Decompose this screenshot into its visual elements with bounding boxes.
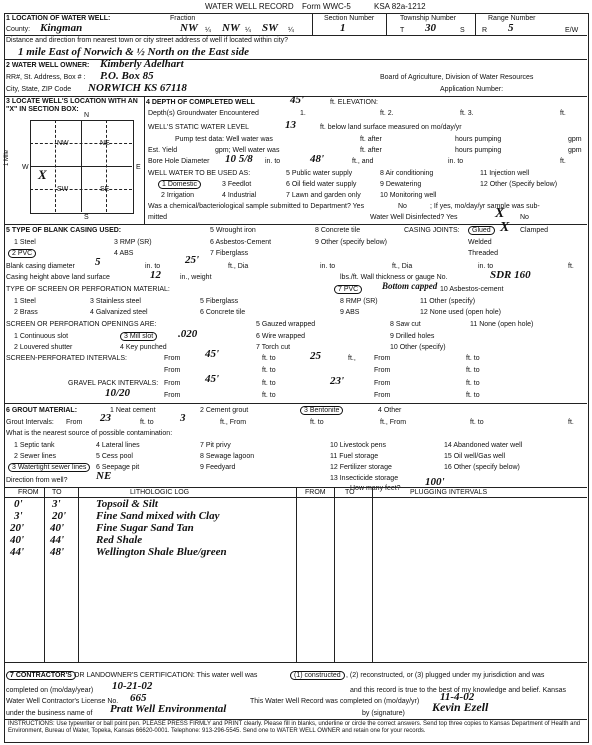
slot-value: .020	[178, 328, 198, 340]
opening-saw-cut: 8 Saw cut	[390, 321, 421, 328]
depth-value: 45'	[290, 94, 305, 106]
grout-ft-from: ft., From	[220, 419, 247, 426]
diameter-label: Blank casing diameter	[6, 263, 75, 270]
grout-ft-to: ft. to	[140, 419, 154, 426]
bore-value: 10 5/8	[225, 153, 253, 165]
screen-stainless: 3 Stainless steel	[90, 298, 141, 305]
log-row-3-to: 44'	[50, 534, 65, 546]
cert-text-2: , (2) reconstructed, or (3) plugged under my jurisdiction and was	[346, 672, 545, 679]
casing-ft-dia: ft., Dia	[228, 263, 249, 270]
ft-elevation: ft. ELEVATION:	[330, 99, 378, 106]
pump-after: ft. after	[360, 136, 382, 143]
section-5-label: 5 TYPE OF BLANK CASING USED:	[6, 227, 122, 234]
log-row-1-desc: Fine Sand mixed with Clay	[96, 510, 220, 522]
grout-ft-from-2: ft., From	[380, 419, 407, 426]
casing-concrete-tile: 8 Concrete tile	[315, 227, 361, 234]
perf-ft-to-2: ft. to	[466, 355, 480, 362]
section-number-value: 1	[340, 22, 346, 34]
range-r: R	[482, 27, 488, 34]
screen-abs: 9 ABS	[340, 309, 360, 316]
use-lawn-garden: 7 Lawn and garden only	[286, 192, 361, 199]
contam-pit-privy: 7 Pit privy	[200, 442, 231, 449]
log-row-3-desc: Red Shale	[96, 534, 143, 546]
completed-label: completed on (mo/day/year)	[6, 687, 94, 694]
diameter-value: 5	[95, 256, 101, 268]
perf-ft-to: ft. to	[262, 355, 276, 362]
opening-none: 11 None (open hole)	[470, 321, 534, 328]
perf-to-value: 25	[310, 350, 321, 362]
direction-label: Direction from well?	[6, 477, 68, 484]
perf-from-label-4: From	[374, 367, 391, 374]
gravel-label: GRAVEL PACK INTERVALS:	[68, 380, 159, 387]
opening-torch-cut: 7 Torch cut	[256, 344, 291, 351]
log-row-0-desc: Topsoil & Silt	[96, 498, 158, 510]
range-value: 5	[508, 22, 514, 34]
log-from-header: FROM	[18, 489, 39, 496]
contam-watertight: 3 Watertight sewer lines	[8, 463, 90, 472]
grout-neat-cement: 1 Neat cement	[110, 407, 156, 414]
contam-sewage-lagoon: 8 Sewage lagoon	[200, 453, 255, 460]
completed-value: 10-21-02	[112, 680, 153, 692]
height-value: 12	[150, 269, 161, 281]
log-row-4-to: 48'	[50, 546, 65, 558]
joints-welded: Welded	[468, 239, 492, 246]
gw-3: ft. 3.	[460, 110, 474, 117]
use-oil-field: 6 Oil field water supply	[286, 181, 357, 188]
use-injection-well: 11 Injection well	[480, 170, 530, 177]
completed2-value: 11-4-02	[440, 691, 475, 703]
contam-lateral: 4 Lateral lines	[96, 442, 140, 449]
contam-fuel: 11 Fuel storage	[330, 453, 379, 460]
height-label: Casing height above land surface	[6, 274, 110, 281]
opening-key-punched: 4 Key punched	[120, 344, 167, 351]
grout-ft-end: ft.	[568, 419, 574, 426]
distance-label: Distance and direction from nearest town or city street address of well if located within city?	[6, 37, 289, 44]
log-row-0-to: 3'	[52, 498, 61, 510]
compass-n: N	[84, 112, 90, 119]
perf-from-label-3: From	[164, 367, 181, 374]
screen-none: 12 None used (open hole)	[420, 309, 501, 316]
gpm-1: gpm	[568, 136, 582, 143]
bore-to-value: 48'	[310, 153, 325, 165]
screen-type-label: TYPE OF SCREEN OR PERFORATION MATERIAL:	[6, 286, 170, 293]
cert-text-1: OR LANDOWNER'S CERTIFICATION: This water well was	[74, 672, 258, 679]
grout-bentonite: 3 Bentonite	[300, 406, 343, 415]
casing-steel: 1 Steel	[14, 239, 36, 246]
use-feedlot: 3 Feedlot	[222, 181, 252, 188]
business-value: Pratt Well Environmental	[110, 703, 227, 715]
address-label: RR#, St. Address, Box # :	[6, 74, 86, 81]
opening-drilled: 9 Drilled holes	[390, 333, 435, 340]
gpm-2: gpm	[568, 147, 582, 154]
casing-other: 9 Other (specify below)	[315, 239, 387, 246]
grout-to-value: 3	[180, 412, 186, 424]
joints-clamped: Clamped	[520, 227, 549, 234]
log-row-2-from: 20'	[10, 522, 25, 534]
owner-name: Kimberly Adelhart	[100, 58, 184, 70]
casing-wrought-iron: 5 Wrought iron	[210, 227, 256, 234]
compass-s: S	[84, 214, 89, 221]
gw-1: 1.	[300, 110, 306, 117]
grout-from-label: From	[66, 419, 83, 426]
signature: Kevin Ezell	[432, 700, 489, 714]
casing-in-to-3: in. to	[478, 263, 494, 270]
perf-label: SCREEN-PERFORATED INTERVALS:	[6, 355, 127, 362]
contam-insecticide: 13 Insecticide storage	[330, 475, 399, 482]
contam-other: 16 Other (specify below)	[444, 464, 520, 471]
log-row-4-from: 44'	[10, 546, 25, 558]
section-6-label: 6 GROUT MATERIAL:	[6, 407, 78, 414]
casing-pvc: 2 PVC	[8, 249, 36, 258]
casing-rmp: 3 RMP (SR)	[114, 239, 152, 246]
casing-abs: 4 ABS	[114, 250, 134, 257]
log-row-1-from: 3'	[14, 510, 23, 522]
screen-rmp: 8 RMP (SR)	[340, 298, 378, 305]
township-value: 30	[425, 22, 436, 34]
contam-livestock: 10 Livestock pens	[330, 442, 387, 449]
perf-ft-to-4: ft. to	[466, 367, 480, 374]
mile-label: 1 Mile	[4, 150, 10, 167]
lbs-ft: lbs./ft. Wall thickness or gauge No.	[340, 274, 448, 281]
contam-feedyard: 9 Feedyard	[200, 464, 236, 471]
bact-no: No	[398, 203, 407, 210]
log-row-4-desc: Wellington Shale Blue/green	[96, 546, 227, 558]
compass-e: E	[136, 164, 141, 171]
quarter-mark-c: ¼	[288, 27, 294, 34]
township-s: S	[460, 27, 465, 34]
grout-intervals-label: Grout Intervals:	[6, 419, 54, 426]
joints-mark: X	[500, 220, 510, 235]
use-irrigation: 2 Irrigation	[161, 192, 195, 199]
height-rest: in., weight	[180, 274, 212, 281]
plug-to-header: TO	[345, 489, 355, 496]
groundwater-label: Depth(s) Groundwater Encountered	[148, 110, 259, 117]
quarter-mark-b: ¼	[245, 27, 251, 34]
fraction-a: NW	[180, 22, 198, 34]
bore-in-to: in. to	[265, 158, 281, 165]
contam-seepage: 6 Seepage pit	[96, 464, 140, 471]
owner-address: P.O. Box 85	[100, 70, 154, 82]
hours-pumping: hours pumping	[455, 136, 502, 143]
grout-ft-to-2: ft. to	[310, 419, 324, 426]
screen-asbestos: 10 Asbestos-cement	[440, 286, 504, 293]
plugging-header: PLUGGING INTERVALS	[410, 489, 488, 496]
gravel-from-label-2: From	[374, 380, 391, 387]
section-3-label: 3 LOCATE WELL'S LOCATION WITH AN "X" IN SECTION BOX:	[6, 98, 138, 113]
contam-abandoned: 14 Abandoned water well	[444, 442, 523, 449]
casing-in-to: in. to	[145, 263, 161, 270]
grout-from-value: 23	[100, 412, 111, 424]
use-public-water: 5 Public water supply	[286, 170, 353, 177]
quad-sw: SW	[57, 186, 69, 193]
bact-mitted: mitted	[148, 214, 168, 221]
yield-gpm: gpm; Well water was	[215, 147, 280, 154]
contam-cess-pool: 5 Cess pool	[96, 453, 133, 460]
screen-pvc: 7 PVC	[334, 285, 362, 294]
quarter-mark-a: ¼	[205, 27, 211, 34]
gravel-from-label-4: From	[374, 392, 391, 399]
yield-after: ft. after	[360, 147, 382, 154]
perf-from-value: 45'	[205, 348, 220, 360]
license-label: Water Well Contractor's License No.	[6, 698, 119, 705]
grout-ft-to-3: ft. to	[470, 419, 484, 426]
section-number-label: Section Number	[324, 15, 375, 22]
static-label: WELL'S STATIC WATER LEVEL	[148, 124, 250, 131]
owner-city: NORWICH KS 67118	[88, 82, 187, 94]
casing-fiberglass: 7 Fiberglass	[210, 250, 249, 257]
bore-ft-2: ft.	[560, 158, 566, 165]
screen-brass: 2 Brass	[14, 309, 38, 316]
bore-label: Bore Hole Diameter	[148, 158, 210, 165]
yield-hours: hours pumping	[455, 147, 502, 154]
instructions-text: INSTRUCTIONS: Use typewriter or ball point pen. PLEASE PRESS FIRMLY and PRINT clearly. Please fill in blanks, underline or circle the correct answers. Send top three copies to Kansas Department of Health and Environment, Bureau of Water, Topeka, Kansas 66620-0001. Telephone: 913-296-5545. Send one to WATER WELL OWNER and retain one for your records.	[8, 721, 581, 734]
use-label: WELL WATER TO BE USED AS:	[148, 170, 251, 177]
gw-2: ft. 2.	[380, 110, 394, 117]
casing-to-value: 25'	[185, 254, 200, 266]
township-label: Township Number	[400, 15, 457, 22]
gravel-ft-to-3: ft. to	[262, 392, 276, 399]
gravel-ft-to-2: ft. to	[466, 380, 480, 387]
howmany-value: 100'	[425, 476, 445, 488]
gravel-from-label-3: From	[164, 392, 181, 399]
distance-value: 1 mile East of Norwich & ½ North on the East side	[18, 46, 250, 58]
casing-joints-label: CASING JOINTS:	[404, 227, 460, 234]
perf-from-label-2: From	[374, 355, 391, 362]
direction-value: NE	[96, 470, 112, 482]
range-ew: E/W	[565, 27, 579, 34]
screen-galvanized: 4 Galvanized steel	[90, 309, 148, 316]
gw-end: ft.	[560, 110, 566, 117]
fraction-c: SW	[262, 22, 278, 34]
screen-fiberglass: 5 Fiberglass	[200, 298, 239, 305]
casing-in-to-2: in. to	[320, 263, 336, 270]
cert-constructed: (1) constructed	[290, 671, 345, 680]
openings-label: SCREEN OR PERFORATION OPENINGS ARE:	[6, 321, 157, 328]
log-row-2-desc: Fine Sugar Sand Tan	[96, 522, 194, 534]
by-signature-label: by (signature)	[362, 710, 405, 717]
use-air-conditioning: 8 Air conditioning	[380, 170, 434, 177]
board-text: Board of Agriculture, Division of Water Resources	[380, 74, 534, 81]
cert-true-text: and this record is true to the best of my knowledge and belief. Kansas	[350, 687, 566, 694]
howmany-label: How many feet?	[350, 485, 401, 492]
well-x-mark: X	[38, 167, 47, 182]
gravel-ft-to: ft. to	[262, 380, 276, 387]
gravel-to-value: 23'	[330, 375, 345, 387]
disinfected-mark: X	[495, 206, 505, 221]
use-other: 12 Other (Specify below)	[480, 181, 558, 188]
casing-asbestos: 6 Asbestos-Cement	[210, 239, 272, 246]
log-row-3-from: 40'	[10, 534, 25, 546]
gravel-from-value: 45'	[205, 373, 220, 385]
lithologic-header: LITHOLOGIC LOG	[130, 489, 190, 496]
screen-pvc-note: Bottom capped	[382, 281, 438, 291]
application-label: Application Number:	[440, 86, 504, 93]
county-label: County:	[6, 26, 31, 33]
gravel-extra: 10/20	[105, 387, 131, 399]
city-label: City, State, ZIP Code	[6, 86, 72, 93]
log-row-1-to: 20'	[52, 510, 67, 522]
log-to-header: TO	[52, 489, 62, 496]
yield-label: Est. Yield	[148, 147, 178, 154]
grout-other: 4 Other	[378, 407, 402, 414]
use-industrial: 4 Industrial	[222, 192, 257, 199]
bact-rest: ; If yes, mo/day/yr sample was sub-	[430, 203, 540, 210]
opening-louvered: 2 Louvered shutter	[14, 344, 73, 351]
opening-mill-slot: 3 Mill slot	[120, 332, 157, 341]
grout-cement-grout: 2 Cement grout	[200, 407, 249, 414]
business-label: under the business name of	[6, 710, 93, 717]
form-title: WATER WELL RECORD	[205, 2, 294, 11]
casing-ft-end: ft.	[568, 263, 574, 270]
opening-continuous: 1 Continuous slot	[14, 333, 69, 340]
quad-ne: NE	[100, 140, 110, 147]
log-row-0-from: 0'	[14, 498, 23, 510]
perf-from-label: From	[164, 355, 181, 362]
use-dewatering: 9 Dewatering	[380, 181, 422, 188]
opening-other: 10 Other (specify)	[390, 344, 446, 351]
township-t: T	[400, 27, 405, 34]
log-row-2-to: 40'	[50, 522, 65, 534]
static-value: 13	[285, 119, 296, 131]
gravel-from-label: From	[164, 380, 181, 387]
bact-label: Was a chemical/bacteriological sample submitted to Department? Yes	[148, 203, 365, 210]
joints-glued: Glued	[468, 226, 495, 235]
disinfected-no: No	[520, 214, 529, 221]
contam-oil-gas: 15 Oil well/Gas well	[444, 453, 506, 460]
gauge-value: SDR 160	[490, 269, 531, 281]
section-7-label: 7 CONTRACTOR'S	[6, 671, 76, 680]
screen-concrete: 6 Concrete tile	[200, 309, 246, 316]
quad-nw: NW	[57, 140, 69, 147]
license-value: 665	[130, 692, 147, 704]
gravel-ft-to-4: ft. to	[466, 392, 480, 399]
section-4-label: 4 DEPTH OF COMPLETED WELL	[146, 99, 255, 106]
perf-ft: ft.,	[348, 355, 356, 362]
opening-gauzed: 5 Gauzed wrapped	[256, 321, 316, 328]
casing-ft-dia-2: ft., Dia	[392, 263, 413, 270]
range-label: Range Number	[488, 15, 536, 22]
disinfected-label: Water Well Disinfected? Yes	[370, 214, 458, 221]
contam-label: What is the nearest source of possible contamination:	[6, 430, 173, 437]
pump-label: Pump test data: Well water was	[175, 136, 273, 143]
county-value: Kingman	[40, 22, 83, 34]
contam-sewer: 2 Sewer lines	[14, 453, 57, 460]
opening-wire-wrapped: 6 Wire wrapped	[256, 333, 306, 340]
screen-steel: 1 Steel	[14, 298, 36, 305]
screen-other: 11 Other (specify)	[420, 298, 476, 305]
fraction-b: NW	[222, 22, 240, 34]
contam-septic: 1 Septic tank	[14, 442, 55, 449]
bore-ft-and: ft., and	[352, 158, 374, 165]
form-ksa: KSA 82a-1212	[374, 2, 426, 11]
compass-w: W	[22, 164, 29, 171]
section-1-label: 1 LOCATION OF WATER WELL:	[6, 15, 111, 22]
bore-in-to-2: in. to	[448, 158, 464, 165]
use-monitoring: 10 Monitoring well	[380, 192, 437, 199]
completed2-label: This Water Well Record was completed on (mo/day/yr)	[250, 698, 420, 705]
use-domestic: 1 Domestic	[158, 180, 201, 189]
fraction-label: Fraction	[170, 15, 196, 22]
perf-ft-to-3: ft. to	[262, 367, 276, 374]
contam-fertilizer: 12 Fertilizer storage	[330, 464, 392, 471]
joints-threaded: Threaded	[468, 250, 498, 257]
plug-from-header: FROM	[305, 489, 326, 496]
quad-se: SE	[100, 186, 110, 193]
form-number: Form WWC-5	[302, 2, 351, 11]
static-rest: ft. below land surface measured on mo/day/yr	[320, 124, 462, 131]
section-2-label: 2 WATER WELL OWNER:	[6, 62, 90, 69]
